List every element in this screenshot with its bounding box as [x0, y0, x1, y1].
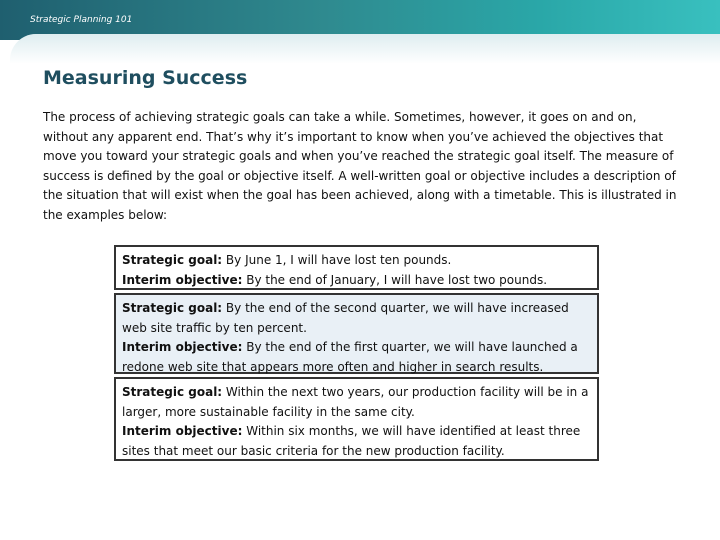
strategic-goal-text: By June 1, I will have lost ten pounds.: [222, 253, 452, 267]
interim-objective-label: Interim objective:: [122, 340, 243, 354]
strategic-goal-line: [122, 251, 591, 271]
intro-paragraph: The process of achieving strategic goals can take a while. Sometimes, however, it goes on and on, without any apparent end. That’s why it’s important to know when you’ve achieved the objectives that move you toward your strategic goals and when you’ve reached the strategic goal itself. The measure of success is defined by the goal or objective itself. A well-written goal or objective includes a description of the situation that will exist when the goal has been achieved, along with a timetable. This is illustrated in the examples below:: [43, 110, 677, 222]
strategic-goal-line: [122, 299, 591, 338]
example-box-1: [114, 245, 599, 290]
strategic-goal-label: Strategic goal:: [122, 385, 223, 399]
content-panel-fade: [10, 34, 720, 64]
interim-objective-label: Interim objective:: [122, 424, 243, 438]
header-title: Strategic Planning 101: [30, 15, 133, 25]
interim-objective-line: [122, 271, 591, 291]
interim-objective-line: [122, 338, 591, 377]
strategic-goal-label: Strategic goal:: [122, 253, 223, 267]
example-box-3: [114, 377, 599, 461]
strategic-goal-text: Within the next two years, our production facility will be in a larger, more sustainable facility in the same city.: [122, 385, 589, 419]
interim-objective-label: Interim objective:: [122, 272, 243, 287]
interim-objective-line: [122, 422, 591, 461]
interim-objective-text: Within six months, we will have identified at least three sites that meet our basic criteria for the new production facility.: [122, 424, 581, 458]
strategic-goal-label: Strategic goal:: [122, 301, 223, 315]
example-box-2: [114, 293, 599, 374]
strategic-goal-text: By the end of the second quarter, we will have increased web site traffic by ten percent.: [122, 301, 569, 335]
interim-objective-text: By the end of January, I will have lost two pounds.: [242, 272, 548, 287]
interim-objective-text: By the end of the first quarter, we will have launched a redone web site that appears more often and higher in search results.: [122, 340, 578, 374]
strategic-goal-line: [122, 383, 591, 422]
page-title: Measuring Success: [43, 67, 248, 89]
